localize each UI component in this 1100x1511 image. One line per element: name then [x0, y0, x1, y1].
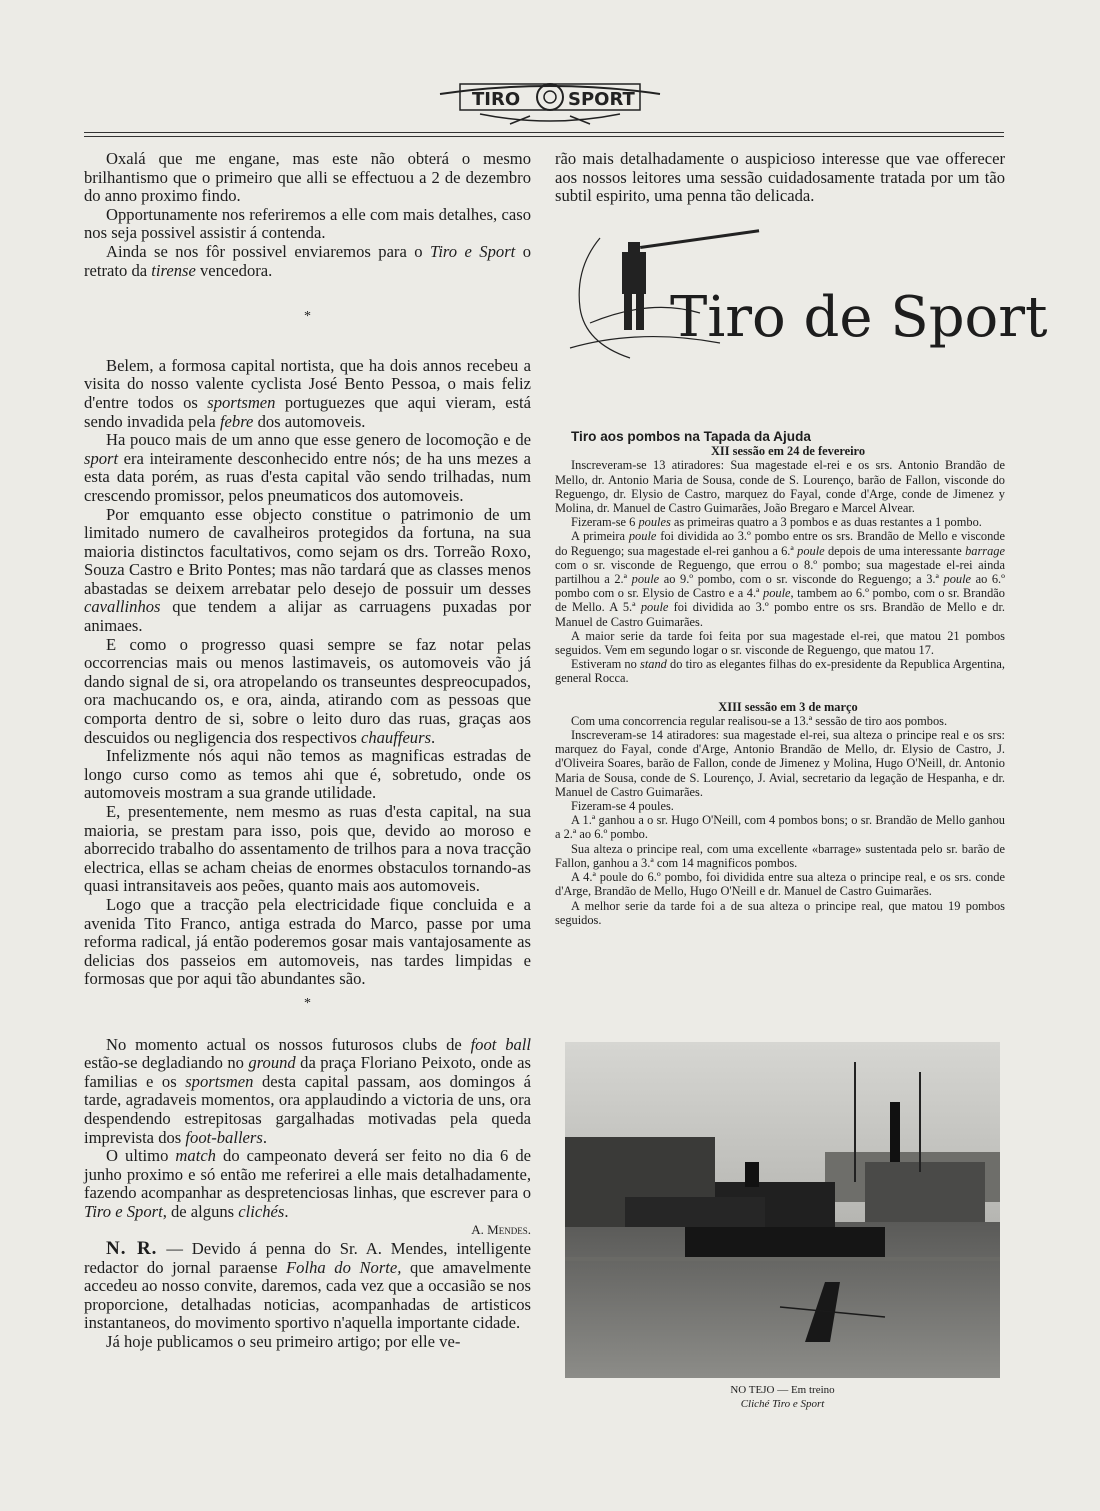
paragraph: Estiveram no stand do tiro as elegantes filhas do ex-presidente da Republica Argentina, general Rocca. [555, 657, 1006, 686]
paragraph: E como o progresso quasi sempre se faz notar pelas occorrencias mais ou menos lastimaveis, os automoveis vão já dando signal de si, ora atropelando os transeuntes despreocupados, ora machucando os, e ora, ainda, atirando com as pessoas que comporta dentro de si, sobre o leito duro das ruas, graças aos descuidos ou negligencia dos respectivos chauffeurs. [84, 634, 531, 747]
svg-text:TIRO: TIRO [472, 89, 521, 110]
section-separator: * [304, 309, 311, 325]
paragraph: No momento actual os nossos futurosos clubs de foot ball estão-se degladiando no ground da praça Floriano Peixoto, onde as familias e os sportsmen desta capital passam, aos domingos á tarde, agradaveis momentos, ora applaudindo a victoria de uns, ora despendendo estrepitosas gargalhadas motivadas pela queda imprevista dos foot-ballers. [84, 1034, 532, 1147]
paragraph: A 1.ª ganhou a o sr. Hugo O'Neill, com 4 pombos bons; o sr. Brandão de Mello ganhou a 2.ª ao 6.º pombo. [555, 813, 1005, 842]
paragraph: Opportunamente nos referiremos a elle com mais detalhes, caso nos seja possivel assistir á contenda. [84, 204, 531, 243]
section-separator: * [304, 995, 311, 1011]
paragraph: Fizeram-se 6 poules as primeiras quatro a 3 pombos e as duas restantes a 1 pombo. [571, 515, 982, 530]
paragraph: Já hoje publicamos o seu primeiro artigo; por elle ve- [106, 1332, 461, 1352]
paragraph: Com uma concorrencia regular realisou-se a 13.ª sessão de tiro aos pombos. [571, 713, 948, 728]
paragraph: Infelizmente nós aqui não temos as magnificas estradas de longo curso como as temos ahi que é, sobretudo, onde os automoveis mostram a sua grande utilidade. [84, 746, 531, 803]
paragraph: Por emquanto esse objecto constitue o patrimonio de um limitado numero de cavalheiros protegidos da fortuna, na sua maioria distinctos facultativos, como sejam os drs. Torreão Roxo, Souza Castro e Brito Pontes; mas não tardará que as classes menos abastadas se deixem arrebatar pelo desejo de possuir um desses cavallinhos que tendem a alijar as carruagens puxadas por animaes. [84, 504, 531, 636]
paragraph: Fizeram-se 4 poules. [571, 799, 674, 814]
paragraph: Sua alteza o principe real, com uma excellente «barrage» sustentada pelo sr. barão de Fallon, ganhou a 3.ª com 14 magnificos pombos. [555, 841, 1005, 870]
left-column [84, 150, 531, 1352]
pigeon-shooting-report [555, 430, 1005, 927]
paragraph: Inscreveram-se 13 atiradores: Sua magestade el-rei e os srs. Antonio Brandão de Mello, dr. Antonio Maria de Sousa, conde de S. Lourenço, barão de Fallon, visconde do Reguengo, dr. Elysio de Castro, marquez do Fayal, conde d'Arge, conde de Jimenez y Molina, dr. Manuel de Castro Guimarães, João Bregaro e Marcel Alvear. [555, 458, 1005, 516]
session-title: XII sessão em 24 de fevereiro [710, 444, 866, 459]
session-title: XIII sessão em 3 de março [718, 699, 858, 714]
header-rule-top [84, 132, 1004, 133]
editor-note-label: N. R. [106, 1238, 158, 1260]
paragraph: Oxalá que me engane, mas este não obterá o mesmo brilhantismo que o primeiro que alli se effectuou a 2 de dezembro do anno proximo findo. [84, 149, 531, 206]
paragraph: A primeira poule foi dividida ao 3.º pombo entre os srs. Brandão de Mello e visconde do Reguengo; sua magestade el-rei ganhou a 6.ª poule depois de uma interessante barrage com o sr. visconde de Reguengo, que errou o 8.º pombo; sua magestade el-rei ainda partilhou a 2.ª poule ao 9.º pombo, com o sr. visconde do Reguengo; a 3.ª poule ao 6.º pombo com o sr. Elysio de Castro e a 4.ª poule, tambem ao 6.º pombo, com o sr. Brandão de Mello. A 5.ª poule foi dividida ao 3.º pombo entre os srs. Brandão de Mello e dr. Manuel de Castro Guimarães. [555, 529, 1005, 629]
right-column-continuation [555, 150, 1005, 206]
svg-text:SPORT: SPORT [568, 89, 635, 110]
harbour-photograph [565, 1042, 1000, 1378]
paragraph: Belem, a formosa capital nortista, que ha dois annos recebeu a visita do nosso valente cyclista José Bento Pessoa, o mais feliz d'entre todos os sportsmen portuguezes que aqui vieram, está sendo invadida pela febre dos automoveis. [84, 355, 531, 431]
paragraph: O ultimo match do campeonato deverá ser feito no dia 6 de junho proximo e só então me referirei a elle mais detalhadamente, fazendo acompanhar as despretenciosas linhas, que escrever para o Tiro e Sport, de alguns clichés. [84, 1146, 531, 1221]
paragraph: A melhor serie da tarde foi a de sua alteza o principe real, que matou 19 pombos seguidos. [555, 898, 1005, 927]
paragraph: Logo que a tracção pela electricidade fique concluida e a avenida Tito Franco, antiga estrada do Marco, passe por uma reforma radical, já então poderemos gosar mais vantajosamente as delicias dos passeios em automoveis, nas tardes limpidas e formosas que por aqui tão abundantes são. [84, 894, 531, 989]
photo-credit: Cliché Tiro e Sport [740, 1398, 825, 1410]
paragraph: rão mais detalhadamente o auspicioso interesse que vae offerecer aos nossos leitores uma sessão cuidadosamente tratada por um tão subtil espirito, uma penna tão delicada. [555, 149, 1005, 206]
editor-note: N. R. — Devido á penna do Sr. A. Mendes, intelligente redactor do jornal paraense Folha do Norte, que amavelmente accedeu ao nosso convite, daremos, cada vez que a occasião se nos proporcione, detalhadas noticias, acompanhadas de artisticos instantaneos, do movimento sportivo n'aquella importante cidade. [84, 1238, 531, 1333]
masthead-logo [420, 70, 680, 126]
header-rule-bottom [84, 136, 1004, 137]
paragraph: A maior serie da tarde foi feita por sua magestade el-rei, que matou 21 pombos seguidos. Vem em segundo logar o sr. visconde de Reguengo, que matou 17. [555, 628, 1005, 658]
paragraph: E, presentemente, nem mesmo as ruas d'esta capital, na sua maioria, se prestam para isso, pois que, devido ao moroso e aborrecido trabalho do assentamento de trilhos para a nova tracção electrica, ellas se acham cheias de enormes obstaculos tornando-as quasi intransitaveis aos peões, quanto mais aos automoveis. [84, 802, 531, 896]
svg-text:Tiro de Sport: Tiro de Sport [670, 285, 1048, 350]
paragraph: Ainda se nos fôr possivel enviaremos para o Tiro e Sport o retrato da tirense vencedora. [84, 241, 531, 280]
paragraph: A 4.ª poule do 6.º pombo, foi dividida entre sua alteza o principe real, e os srs. conde d'Arge, Brandão de Mello, Hugo O'Neill e dr. Manuel de Castro Guimarães. [555, 870, 1005, 899]
author-signature: A. Mendes. [471, 1222, 531, 1238]
photo-caption: NO TEJO — Em treino [730, 1384, 835, 1396]
section-title: Tiro aos pombos na Tapada da Ajuda [571, 429, 811, 444]
paragraph: Inscreveram-se 14 atiradores: sua magestade el-rei, sua alteza o principe real e os srs: marquez do Fayal, conde d'Arge, Antonio Brandão de Mello, dr. Elysio de Castro, J. d'Oliveira Soares, barão de Fallon, conde de Jimenez y Molina, Hugo O'Neill, dr. Antonio Maria de Sousa, conde de S. Lourenço, J. Avial, secretario da legação de Hespanha, e dr. Manuel de Castro Guimarães. [555, 728, 1005, 799]
tiro-de-sport-heading-illustration [570, 228, 1048, 363]
paragraph: Ha pouco mais de um anno que esse genero de locomoção e de sport era inteiramente desconhecido entre nós; de ha uns mezes a esta data porém, as ruas d'esta capital vão sendo trilhadas, num crescendo promissor, pelos pneumaticos dos automoveis. [84, 430, 531, 505]
